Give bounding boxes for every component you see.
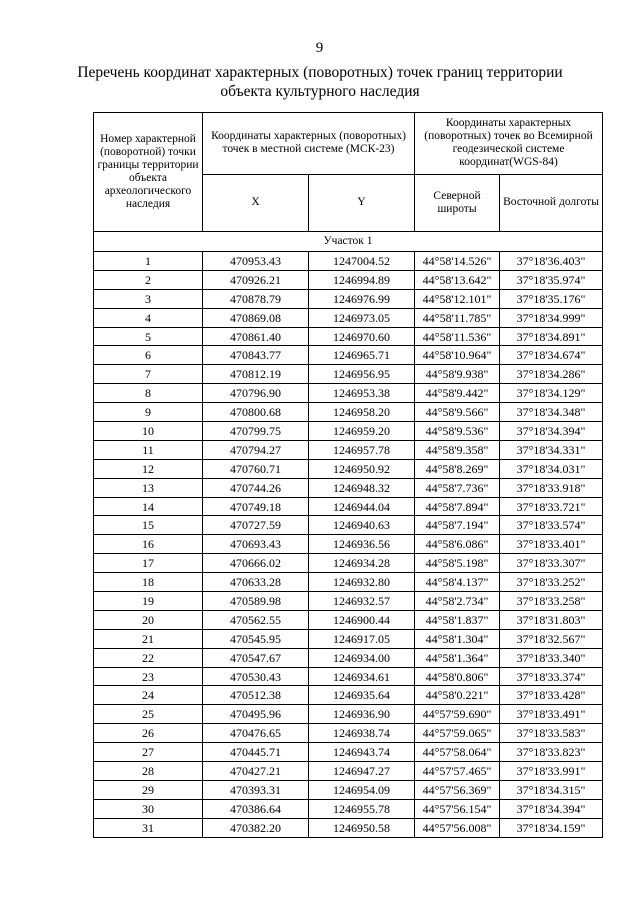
y-cell: 1246947.27	[309, 762, 415, 781]
y-cell: 1246932.57	[309, 592, 415, 611]
latitude-cell: 44°58'14.526"	[415, 252, 500, 271]
table-row	[94, 610, 603, 629]
latitude-cell: 44°58'9.938"	[415, 365, 500, 384]
x-cell: 470794.27	[203, 440, 309, 459]
table-row	[94, 289, 603, 308]
longitude-cell: 37°18'34.999"	[500, 308, 603, 327]
longitude-cell: 37°18'33.491"	[500, 705, 603, 724]
x-cell: 470393.31	[203, 780, 309, 799]
header-longitude: Восточной долготы	[500, 174, 603, 231]
point-number-cell: 27	[94, 743, 203, 762]
y-cell: 1246917.05	[309, 629, 415, 648]
point-number-cell: 1	[94, 252, 203, 271]
table-row	[94, 648, 603, 667]
x-cell: 470562.55	[203, 610, 309, 629]
point-number-cell: 6	[94, 346, 203, 365]
table-row	[94, 403, 603, 422]
point-number-cell: 7	[94, 365, 203, 384]
x-cell: 470926.21	[203, 270, 309, 289]
table-row	[94, 384, 603, 403]
longitude-cell: 37°18'34.286"	[500, 365, 603, 384]
table-row	[94, 762, 603, 781]
latitude-cell: 44°58'7.736"	[415, 478, 500, 497]
x-cell: 470800.68	[203, 403, 309, 422]
table-row	[94, 799, 603, 818]
longitude-cell: 37°18'33.721"	[500, 497, 603, 516]
longitude-cell: 37°18'35.176"	[500, 289, 603, 308]
latitude-cell: 44°58'2.734"	[415, 592, 500, 611]
longitude-cell: 37°18'34.674"	[500, 346, 603, 365]
y-cell: 1246970.60	[309, 327, 415, 346]
y-cell: 1246940.63	[309, 516, 415, 535]
x-cell: 470476.65	[203, 724, 309, 743]
latitude-cell: 44°58'12.101"	[415, 289, 500, 308]
longitude-cell: 37°18'33.823"	[500, 743, 603, 762]
longitude-cell: 37°18'33.252"	[500, 573, 603, 592]
longitude-cell: 37°18'36.403"	[500, 252, 603, 271]
y-cell: 1246943.74	[309, 743, 415, 762]
point-number-cell: 4	[94, 308, 203, 327]
point-number-cell: 20	[94, 610, 203, 629]
longitude-cell: 37°18'34.891"	[500, 327, 603, 346]
header-x: X	[203, 174, 309, 231]
x-cell: 470749.18	[203, 497, 309, 516]
point-number-cell: 14	[94, 497, 203, 516]
table-row	[94, 573, 603, 592]
latitude-cell: 44°57'56.154"	[415, 799, 500, 818]
point-number-cell: 9	[94, 403, 203, 422]
longitude-cell: 37°18'34.159"	[500, 818, 603, 837]
latitude-cell: 44°57'56.008"	[415, 818, 500, 837]
table-row	[94, 629, 603, 648]
point-number-cell: 3	[94, 289, 203, 308]
point-number-cell: 23	[94, 667, 203, 686]
point-number-cell: 18	[94, 573, 203, 592]
point-number-cell: 30	[94, 799, 203, 818]
latitude-cell: 44°57'59.065"	[415, 724, 500, 743]
y-cell: 1246959.20	[309, 422, 415, 441]
point-number-cell: 31	[94, 818, 203, 837]
longitude-cell: 37°18'33.583"	[500, 724, 603, 743]
point-number-cell: 5	[94, 327, 203, 346]
y-cell: 1246953.38	[309, 384, 415, 403]
latitude-cell: 44°58'9.536"	[415, 422, 500, 441]
x-cell: 470633.28	[203, 573, 309, 592]
header-point-number: Номер характерной (поворотной) точки границы территории объекта археологического наследия	[94, 113, 203, 232]
x-cell: 470953.43	[203, 252, 309, 271]
y-cell: 1246944.04	[309, 497, 415, 516]
y-cell: 1246957.78	[309, 440, 415, 459]
table-row	[94, 270, 603, 289]
section-label: Участок 1	[94, 232, 603, 252]
latitude-cell: 44°58'1.364"	[415, 648, 500, 667]
longitude-cell: 37°18'34.394"	[500, 422, 603, 441]
table-row	[94, 743, 603, 762]
point-number-cell: 17	[94, 554, 203, 573]
latitude-cell: 44°58'9.442"	[415, 384, 500, 403]
y-cell: 1246973.05	[309, 308, 415, 327]
y-cell: 1246950.58	[309, 818, 415, 837]
latitude-cell: 44°58'13.642"	[415, 270, 500, 289]
x-cell: 470445.71	[203, 743, 309, 762]
document-title: Перечень координат характерных (поворотных) точек границ территории объекта культурного наследия	[77, 64, 563, 100]
x-cell: 470693.43	[203, 535, 309, 554]
point-number-cell: 22	[94, 648, 203, 667]
table-row	[94, 516, 603, 535]
x-cell: 470812.19	[203, 365, 309, 384]
longitude-cell: 37°18'33.340"	[500, 648, 603, 667]
y-cell: 1246934.61	[309, 667, 415, 686]
longitude-cell: 37°18'33.428"	[500, 686, 603, 705]
point-number-cell: 26	[94, 724, 203, 743]
point-number-cell: 8	[94, 384, 203, 403]
header-wgs-system: Координаты характерных (поворотных) точек во Всемирной геодезической системе координат(WGS-84)	[415, 113, 603, 175]
x-cell: 470386.64	[203, 799, 309, 818]
x-cell: 470878.79	[203, 289, 309, 308]
latitude-cell: 44°58'11.785"	[415, 308, 500, 327]
x-cell: 470547.67	[203, 648, 309, 667]
point-number-cell: 15	[94, 516, 203, 535]
header-local-system: Координаты характерных (поворотных) точек в местной системе (МСК-23)	[203, 113, 415, 175]
x-cell: 470760.71	[203, 459, 309, 478]
table-row	[94, 497, 603, 516]
latitude-cell: 44°58'6.086"	[415, 535, 500, 554]
latitude-cell: 44°58'8.269"	[415, 459, 500, 478]
table-row	[94, 327, 603, 346]
longitude-cell: 37°18'34.031"	[500, 459, 603, 478]
table-row	[94, 592, 603, 611]
latitude-cell: 44°58'0.221"	[415, 686, 500, 705]
y-cell: 1246958.20	[309, 403, 415, 422]
x-cell: 470666.02	[203, 554, 309, 573]
y-cell: 1246934.00	[309, 648, 415, 667]
latitude-cell: 44°58'7.894"	[415, 497, 500, 516]
table-row	[94, 252, 603, 271]
table-row	[94, 554, 603, 573]
x-cell: 470744.26	[203, 478, 309, 497]
x-cell: 470869.08	[203, 308, 309, 327]
point-number-cell: 16	[94, 535, 203, 554]
table-row	[94, 667, 603, 686]
x-cell: 470796.90	[203, 384, 309, 403]
latitude-cell: 44°58'4.137"	[415, 573, 500, 592]
latitude-cell: 44°58'0.806"	[415, 667, 500, 686]
latitude-cell: 44°58'5.198"	[415, 554, 500, 573]
table-row	[94, 780, 603, 799]
x-cell: 470545.95	[203, 629, 309, 648]
y-cell: 1246956.95	[309, 365, 415, 384]
table-row	[94, 535, 603, 554]
longitude-cell: 37°18'33.374"	[500, 667, 603, 686]
y-cell: 1246935.64	[309, 686, 415, 705]
y-cell: 1246900.44	[309, 610, 415, 629]
latitude-cell: 44°57'58.064"	[415, 743, 500, 762]
point-number-cell: 29	[94, 780, 203, 799]
longitude-cell: 37°18'34.394"	[500, 799, 603, 818]
longitude-cell: 37°18'32.567"	[500, 629, 603, 648]
table-row	[94, 686, 603, 705]
y-cell: 1246976.99	[309, 289, 415, 308]
x-cell: 470530.43	[203, 667, 309, 686]
latitude-cell: 44°58'9.358"	[415, 440, 500, 459]
table-row	[94, 346, 603, 365]
x-cell: 470799.75	[203, 422, 309, 441]
x-cell: 470861.40	[203, 327, 309, 346]
latitude-cell: 44°57'59.690"	[415, 705, 500, 724]
latitude-cell: 44°58'9.566"	[415, 403, 500, 422]
coordinates-table	[93, 112, 603, 838]
table-row	[94, 478, 603, 497]
y-cell: 1247004.52	[309, 252, 415, 271]
longitude-cell: 37°18'33.991"	[500, 762, 603, 781]
y-cell: 1246965.71	[309, 346, 415, 365]
x-cell: 470589.98	[203, 592, 309, 611]
y-cell: 1246994.89	[309, 270, 415, 289]
longitude-cell: 37°18'33.401"	[500, 535, 603, 554]
longitude-cell: 37°18'34.129"	[500, 384, 603, 403]
table-row	[94, 818, 603, 837]
table-row	[94, 365, 603, 384]
x-cell: 470495.96	[203, 705, 309, 724]
longitude-cell: 37°18'34.315"	[500, 780, 603, 799]
point-number-cell: 13	[94, 478, 203, 497]
longitude-cell: 37°18'33.307"	[500, 554, 603, 573]
x-cell: 470843.77	[203, 346, 309, 365]
x-cell: 470382.20	[203, 818, 309, 837]
y-cell: 1246936.90	[309, 705, 415, 724]
point-number-cell: 19	[94, 592, 203, 611]
y-cell: 1246934.28	[309, 554, 415, 573]
table-row	[94, 705, 603, 724]
y-cell: 1246938.74	[309, 724, 415, 743]
table-row	[94, 422, 603, 441]
longitude-cell: 37°18'34.348"	[500, 403, 603, 422]
point-number-cell: 2	[94, 270, 203, 289]
longitude-cell: 37°18'33.918"	[500, 478, 603, 497]
latitude-cell: 44°58'10.964"	[415, 346, 500, 365]
table-row	[94, 308, 603, 327]
point-number-cell: 21	[94, 629, 203, 648]
point-number-cell: 24	[94, 686, 203, 705]
table-row	[94, 440, 603, 459]
y-cell: 1246932.80	[309, 573, 415, 592]
y-cell: 1246954.09	[309, 780, 415, 799]
latitude-cell: 44°58'1.304"	[415, 629, 500, 648]
point-number-cell: 12	[94, 459, 203, 478]
point-number-cell: 10	[94, 422, 203, 441]
latitude-cell: 44°58'7.194"	[415, 516, 500, 535]
longitude-cell: 37°18'35.974"	[500, 270, 603, 289]
y-cell: 1246950.92	[309, 459, 415, 478]
longitude-cell: 37°18'34.331"	[500, 440, 603, 459]
table-row	[94, 459, 603, 478]
x-cell: 470727.59	[203, 516, 309, 535]
latitude-cell: 44°57'57.465"	[415, 762, 500, 781]
latitude-cell: 44°58'1.837"	[415, 610, 500, 629]
point-number-cell: 28	[94, 762, 203, 781]
y-cell: 1246948.32	[309, 478, 415, 497]
latitude-cell: 44°58'11.536"	[415, 327, 500, 346]
x-cell: 470512.38	[203, 686, 309, 705]
header-latitude: Северной широты	[415, 174, 500, 231]
y-cell: 1246936.56	[309, 535, 415, 554]
point-number-cell: 11	[94, 440, 203, 459]
latitude-cell: 44°57'56.369"	[415, 780, 500, 799]
table-row	[94, 724, 603, 743]
longitude-cell: 37°18'31.803"	[500, 610, 603, 629]
x-cell: 470427.21	[203, 762, 309, 781]
header-y: Y	[309, 174, 415, 231]
point-number-cell: 25	[94, 705, 203, 724]
y-cell: 1246955.78	[309, 799, 415, 818]
longitude-cell: 37°18'33.258"	[500, 592, 603, 611]
longitude-cell: 37°18'33.574"	[500, 516, 603, 535]
page-number: 9	[315, 40, 324, 56]
